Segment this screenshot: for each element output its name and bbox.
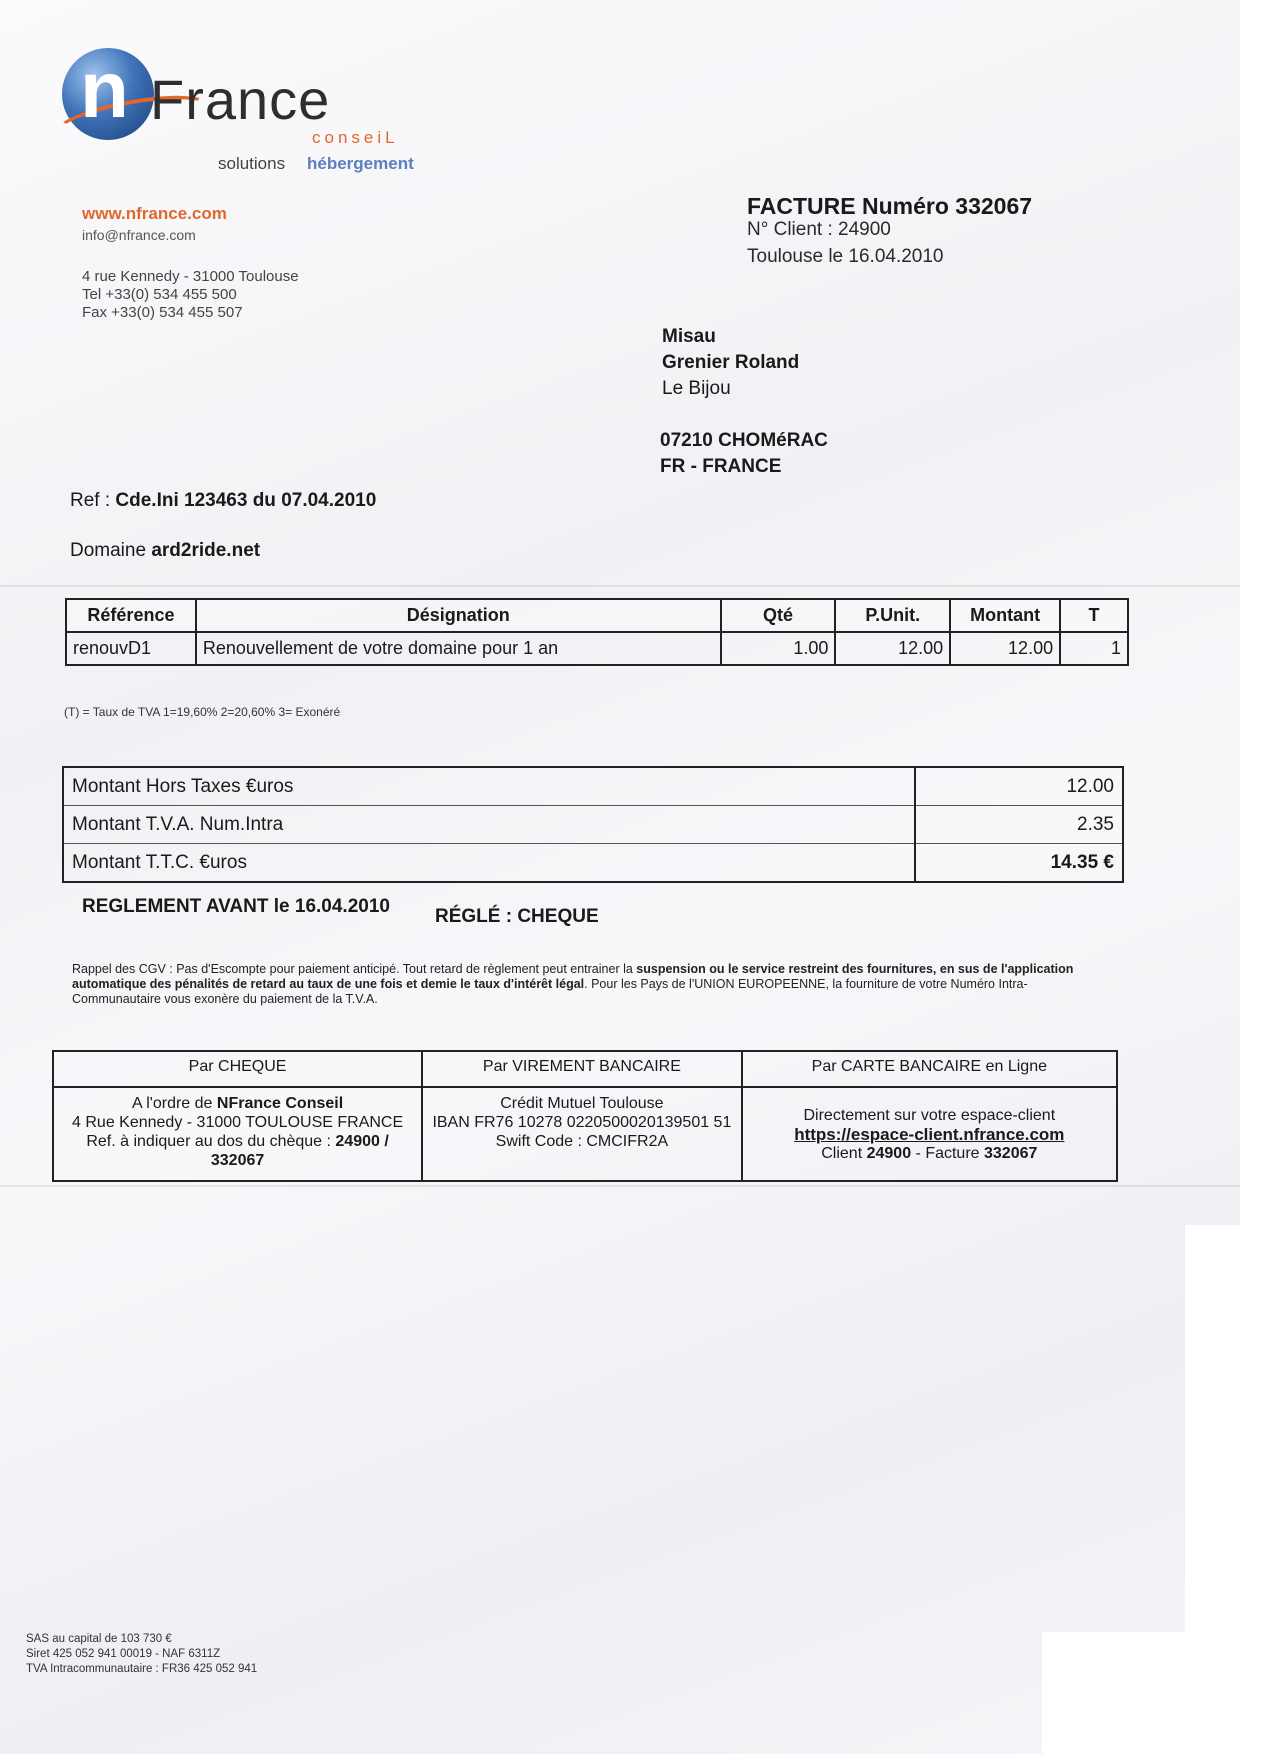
card-line: Client bbox=[821, 1145, 867, 1162]
customer-line: Le Bijou bbox=[662, 378, 731, 399]
paper-fold bbox=[0, 1185, 1240, 1187]
domain-value: ard2ride.net bbox=[151, 540, 261, 561]
cheque-details bbox=[53, 1087, 422, 1181]
card-line: - Facture bbox=[911, 1145, 984, 1162]
total-row bbox=[63, 806, 1123, 844]
cell-designation: Renouvellement de votre domaine pour 1 an bbox=[196, 632, 721, 665]
total-label: Montant T.T.C. €uros bbox=[63, 844, 915, 883]
payment-status: RÉGLÉ : CHEQUE bbox=[435, 906, 599, 927]
client-portal-link[interactable]: https://espace-client.nfrance.com bbox=[794, 1125, 1065, 1144]
logo-tagline-a: solutions bbox=[218, 154, 286, 173]
card-details bbox=[742, 1087, 1117, 1181]
company-logo bbox=[62, 40, 452, 180]
legal-footer bbox=[26, 1632, 257, 1677]
cgv-text: Rappel des CGV : Pas d'Escompte pour paiement anticipé. Tout retard de règlement peut entrainer la bbox=[72, 962, 637, 976]
invoice-place-date: Toulouse le 16.04.2010 bbox=[747, 246, 944, 267]
logo-tagline-b: hébergement bbox=[307, 154, 414, 173]
column-header: Désignation bbox=[196, 599, 721, 632]
cell-reference: renouvD1 bbox=[66, 632, 196, 665]
cell-quantity: 1.00 bbox=[721, 632, 836, 665]
cgv-reminder bbox=[72, 962, 1112, 1007]
total-label: Montant Hors Taxes €uros bbox=[63, 767, 915, 806]
company-address-block bbox=[82, 268, 299, 322]
transfer-swift: Swift Code : CMCIFR2A bbox=[495, 1133, 669, 1150]
client-number: N° Client : 24900 bbox=[747, 219, 891, 240]
payment-due: REGLEMENT AVANT le 16.04.2010 bbox=[82, 896, 390, 917]
cell-unit-price: 12.00 bbox=[835, 632, 950, 665]
transfer-iban: IBAN FR76 10278 0220500020139501 51 bbox=[432, 1114, 732, 1131]
customer-line: FR - FRANCE bbox=[660, 456, 782, 477]
logo-wordmark: France bbox=[150, 68, 331, 131]
total-row bbox=[63, 767, 1123, 806]
table-header-row bbox=[66, 599, 1128, 632]
card-client-number: 24900 bbox=[866, 1145, 912, 1162]
table-row bbox=[66, 632, 1128, 665]
transfer-bank: Crédit Mutuel Toulouse bbox=[500, 1095, 664, 1112]
total-row bbox=[63, 844, 1123, 883]
totals-table bbox=[62, 766, 1124, 883]
cheque-line: Ref. à indiquer au dos du chèque : bbox=[86, 1133, 336, 1150]
cheque-line: A l'ordre de bbox=[132, 1095, 217, 1112]
card-line: Directement sur votre espace-client bbox=[803, 1107, 1056, 1124]
column-header: T bbox=[1060, 599, 1128, 632]
company-website[interactable]: www.nfrance.com bbox=[82, 204, 227, 223]
company-tel: Tel +33(0) 534 455 500 bbox=[82, 286, 237, 303]
payment-method-header: Par CHEQUE bbox=[53, 1051, 422, 1087]
cell-amount: 12.00 bbox=[950, 632, 1060, 665]
cheque-payee: NFrance Conseil bbox=[216, 1095, 344, 1112]
column-header: Montant bbox=[950, 599, 1060, 632]
card-invoice-number: 332067 bbox=[984, 1145, 1038, 1162]
footer-vat: TVA Intracommunautaire : FR36 425 052 941 bbox=[26, 1663, 258, 1675]
domain-label: Domaine bbox=[70, 540, 147, 561]
total-value: 2.35 bbox=[915, 806, 1123, 844]
logo-conseil: conseiL bbox=[312, 128, 399, 147]
logo-letter: n bbox=[80, 45, 129, 134]
total-value: 14.35 € bbox=[915, 844, 1123, 883]
total-value: 12.00 bbox=[915, 767, 1123, 806]
company-address: 4 rue Kennedy - 31000 Toulouse bbox=[82, 268, 299, 285]
customer-address bbox=[662, 324, 799, 402]
customer-line: Misau bbox=[662, 326, 716, 347]
paper-fold bbox=[0, 585, 1240, 587]
payment-method-header: Par CARTE BANCAIRE en Ligne bbox=[742, 1051, 1117, 1087]
table-row bbox=[53, 1087, 1117, 1181]
payment-method-header: Par VIREMENT BANCAIRE bbox=[422, 1051, 741, 1087]
customer-city-block bbox=[660, 428, 828, 480]
column-header: P.Unit. bbox=[835, 599, 950, 632]
table-header-row bbox=[53, 1051, 1117, 1087]
cell-tax-code: 1 bbox=[1060, 632, 1128, 665]
payment-methods-table bbox=[52, 1050, 1118, 1182]
tva-note: (T) = Taux de TVA 1=19,60% 2=20,60% 3= Exonéré bbox=[64, 705, 341, 719]
customer-line: 07210 CHOMéRAC bbox=[660, 430, 828, 451]
customer-line: Grenier Roland bbox=[662, 352, 800, 373]
ref-label: Ref : bbox=[70, 490, 111, 511]
footer-capital: SAS au capital de 103 730 € bbox=[26, 1633, 172, 1645]
order-reference bbox=[70, 490, 376, 512]
cgv-text: . Pour les Pays de l'UNION EUROPEENNE, la fourniture de votre Numéro Intra-Communautaire vous exonère du paiement de la T.V.A. bbox=[72, 977, 1028, 1006]
column-header: Référence bbox=[66, 599, 196, 632]
ref-value: Cde.Ini 123463 du 07.04.2010 bbox=[115, 490, 377, 511]
footer-siret: Siret 425 052 941 00019 - NAF 6311Z bbox=[26, 1648, 221, 1660]
cgv-bold-text: suspension ou le service restreint des fournitures, en sus de l'application automatique des pénalités de retard au taux de une fois et demie le taux d'intérêt légal bbox=[72, 962, 1074, 991]
page-margin bbox=[1240, 0, 1275, 1754]
company-fax: Fax +33(0) 534 455 507 bbox=[82, 304, 243, 321]
invoice-title: FACTURE Numéro 332067 bbox=[747, 193, 1033, 219]
company-email[interactable]: info@nfrance.com bbox=[82, 227, 196, 243]
cheque-line: 4 Rue Kennedy - 31000 TOULOUSE FRANCE bbox=[72, 1114, 404, 1131]
column-header: Qté bbox=[721, 599, 836, 632]
domain-line bbox=[70, 540, 260, 562]
transfer-details bbox=[422, 1087, 741, 1181]
invoice-lines-table bbox=[65, 598, 1129, 666]
invoice-subheader bbox=[747, 216, 944, 270]
total-label: Montant T.V.A. Num.Intra bbox=[63, 806, 915, 844]
cheque-reference: 24900 / 332067 bbox=[210, 1133, 389, 1169]
